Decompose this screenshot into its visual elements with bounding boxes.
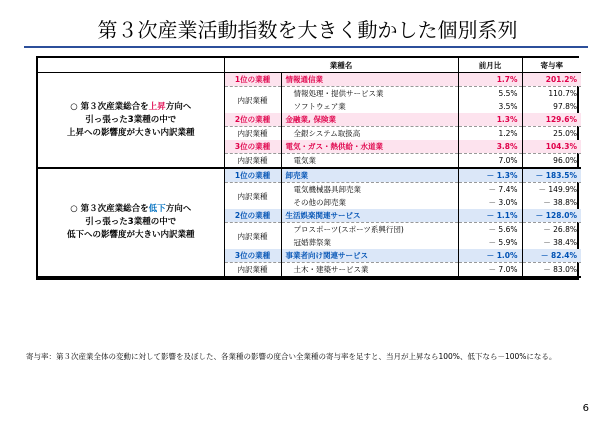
- label-text: ○ 第３次産業総合を: [70, 101, 149, 112]
- industry-name: 卸売業: [281, 168, 458, 183]
- mom-value: － 7.4%: [458, 183, 522, 197]
- sub-industry-name: 全銀システム取扱高: [281, 127, 458, 141]
- contribution-value: － 82.4%: [522, 249, 581, 263]
- group-row: [38, 73, 581, 87]
- contribution-value: － 38.8%: [543, 198, 577, 207]
- contribution-value: 97.8%: [553, 102, 577, 111]
- contribution-value: 201.2%: [522, 73, 581, 87]
- sub-industry-name: 冠婚葬祭業: [281, 236, 458, 249]
- section-label-line: [41, 216, 221, 229]
- industry-name: 事業者向け関連サービス: [281, 249, 458, 263]
- page-number: 6: [582, 403, 589, 414]
- mom-value: － 1.0%: [458, 249, 522, 263]
- page-title: 第３次産業活動指数を大きく動かした個別系列: [97, 18, 518, 42]
- section-label-line: [41, 101, 221, 114]
- mom-value: 1.7%: [458, 73, 522, 87]
- sub-label: 内訳業種: [224, 87, 281, 114]
- sub-label: 内訳業種: [224, 154, 281, 169]
- contribution-value: － 83.0%: [522, 263, 581, 278]
- mom-value: 3.5%: [458, 100, 522, 113]
- rank-label: 1位の業種: [224, 73, 281, 87]
- label-text: 引っ張った3業種の中で: [85, 114, 177, 125]
- group-row: [38, 168, 581, 183]
- sub-industry-name: プロスポーツ(スポーツ系興行団): [281, 223, 458, 237]
- section-label-line: [41, 229, 221, 242]
- section-label-line: [41, 127, 221, 140]
- sub-label: 内訳業種: [224, 183, 281, 210]
- industry-name: 情報通信業: [281, 73, 458, 87]
- mom-value: － 1.1%: [458, 209, 522, 223]
- label-text: 引っ張った3業種の中で: [85, 217, 177, 227]
- contribution-value: － 38.4%: [543, 238, 577, 247]
- mom-value: － 1.3%: [458, 168, 522, 183]
- industry-name: 金融業, 保険業: [281, 113, 458, 127]
- sub-industry-name: 情報処理・提供サービス業: [281, 87, 458, 101]
- section-label-line: [41, 114, 221, 127]
- mom-value: － 7.0%: [458, 263, 522, 278]
- rank-label: 3位の業種: [224, 249, 281, 263]
- contribution-value: 96.0%: [522, 154, 581, 169]
- mom-value: 3.8%: [458, 140, 522, 154]
- sub-industry-name: その他の卸売業: [281, 196, 458, 209]
- contribution-value: 104.3%: [522, 140, 581, 154]
- contribution-value: － 26.8%: [522, 223, 581, 237]
- rank-label: 2位の業種: [224, 209, 281, 223]
- sub-label: 内訳業種: [224, 223, 281, 250]
- mom-value: － 3.0%: [458, 196, 522, 209]
- sub-label: 内訳業種: [224, 263, 281, 278]
- sub-industry-name: 電気機械器具卸売業: [281, 183, 458, 197]
- rank-label: 3位の業種: [224, 140, 281, 154]
- mom-value: 1.3%: [458, 113, 522, 127]
- mom-value: － 5.6%: [458, 223, 522, 237]
- header-mom: 前月比: [458, 58, 522, 73]
- mom-value: 7.0%: [458, 154, 522, 169]
- contribution-value: 25.0%: [522, 127, 581, 141]
- mom-value: 5.5%: [458, 87, 522, 101]
- label-text: 低下への影響度が大きい内訳業種: [66, 230, 195, 240]
- label-text: 上昇への影響度が大きい内訳業種: [66, 127, 195, 138]
- contribution-value: － 183.5%: [522, 168, 581, 183]
- contribution-value: 129.6%: [522, 113, 581, 127]
- sub-industry-name: 電気業: [281, 154, 458, 169]
- sub-industry-name: ソフトウェア業: [281, 100, 458, 113]
- footnote: 寄与率：第３次産業全体の変動に対して影響を及ぼした、各業種の影響の度合い全業種の寄与率を足すと、当月が上昇なら100%、低下なら－100%になる。: [26, 352, 557, 361]
- industry-name: 生活娯楽関連サービス: [281, 209, 458, 223]
- industry-table: [36, 56, 579, 280]
- header-industry: 業種名: [224, 58, 458, 73]
- contribution-value: － 149.9%: [522, 183, 581, 197]
- title-divider: [24, 46, 588, 48]
- label-highlight: 低下: [148, 204, 166, 214]
- mom-value: － 5.9%: [458, 236, 522, 249]
- contribution-value: 110.7%: [522, 87, 581, 101]
- label-text: 方向へ: [165, 204, 192, 214]
- label-text: 方向へ: [165, 101, 192, 112]
- header-contribution: 寄与率: [522, 58, 581, 73]
- table-header-row: [38, 58, 581, 73]
- industry-name: 電気・ガス・熱供給・水道業: [281, 140, 458, 154]
- contribution-value: － 128.0%: [522, 209, 581, 223]
- label-text: ○ 第３次産業総合を: [70, 204, 149, 214]
- label-highlight: 上昇: [148, 101, 166, 112]
- section-label: [38, 168, 224, 277]
- sub-industry-name: 土木・建築サービス業: [281, 263, 458, 278]
- sub-label: 内訳業種: [224, 127, 281, 141]
- mom-value: 1.2%: [458, 127, 522, 141]
- section-label-line: [41, 203, 221, 216]
- rank-label: 2位の業種: [224, 113, 281, 127]
- section-label: [38, 73, 224, 169]
- rank-label: 1位の業種: [224, 168, 281, 183]
